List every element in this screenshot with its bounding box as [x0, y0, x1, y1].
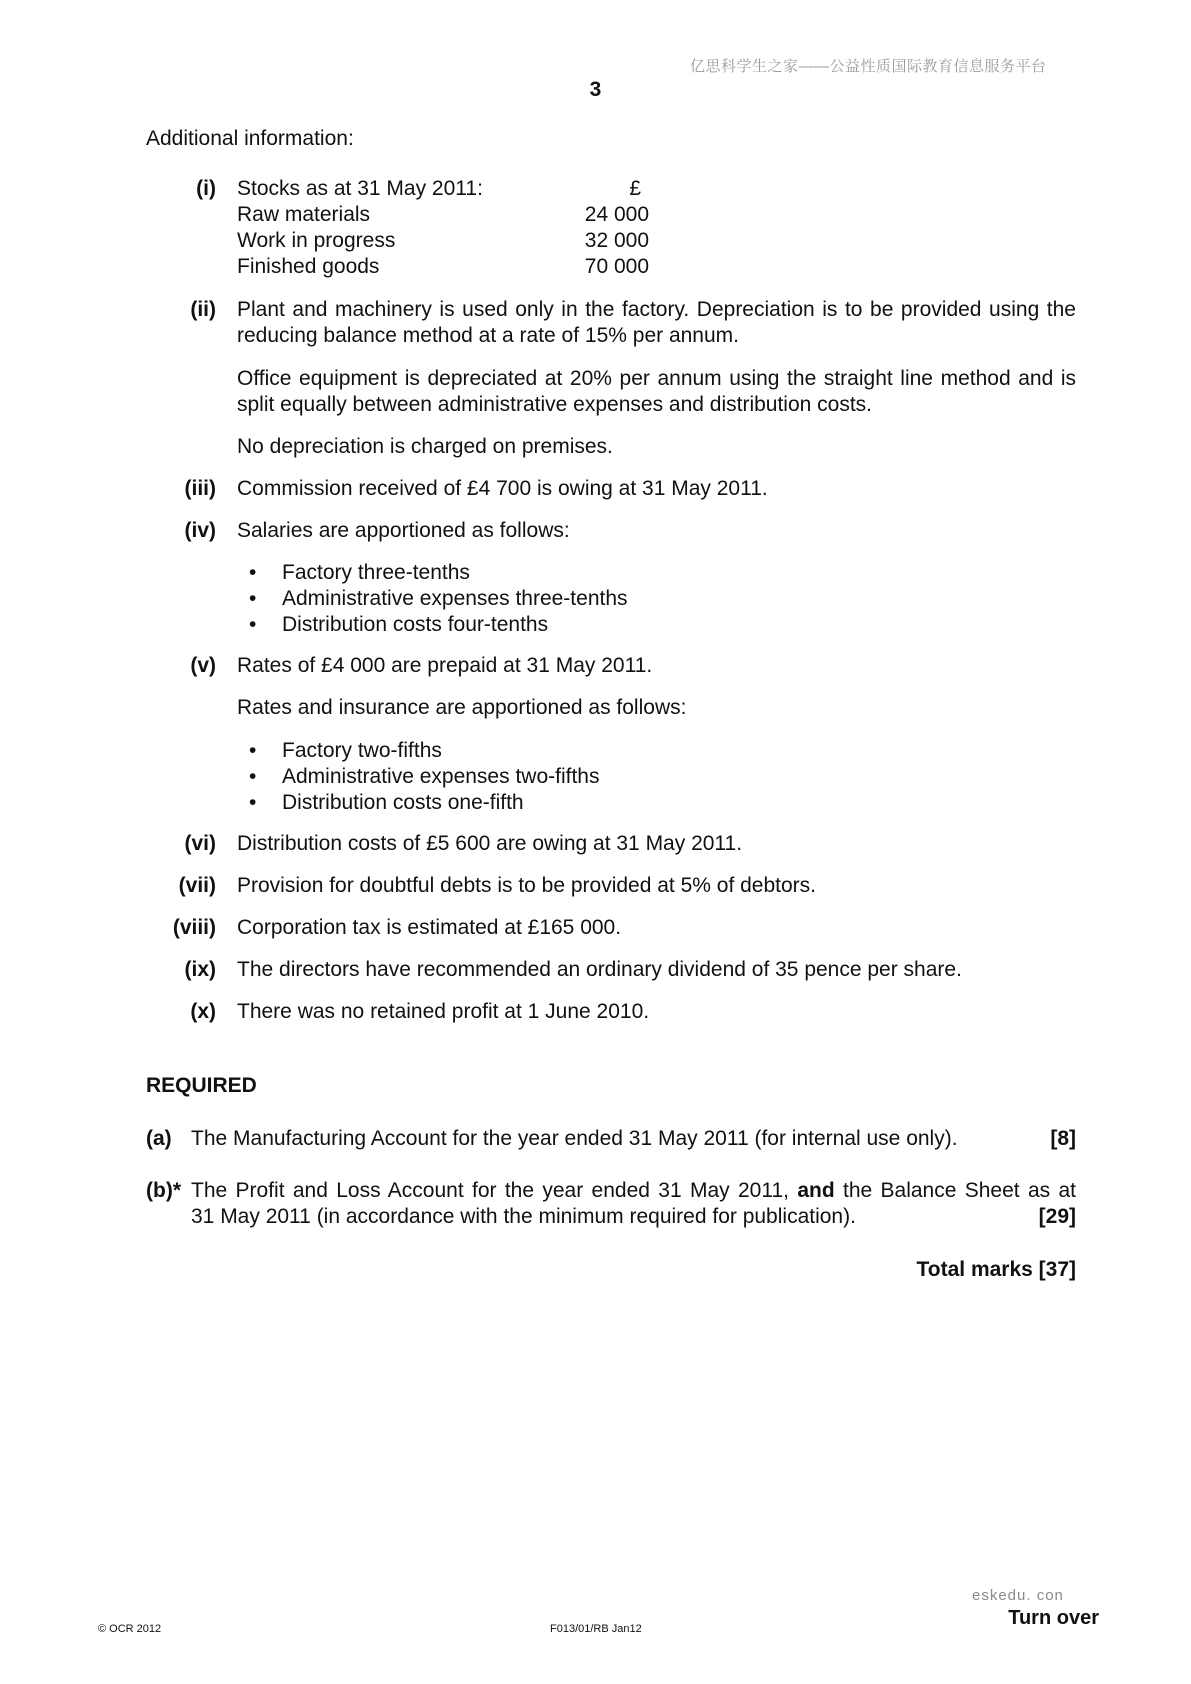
stock-value: 70 000: [584, 255, 649, 278]
watermark-bottom: eskedu. con: [972, 1587, 1064, 1604]
required-heading: REQUIRED: [146, 1074, 257, 1097]
question-text-part: the Balance Sheet as at: [834, 1179, 1076, 1202]
copyright: © OCR 2012: [98, 1623, 162, 1635]
stock-heading: Stocks as at 31 May 2011:: [237, 177, 483, 200]
bullet-text: Distribution costs one-fifth: [282, 791, 524, 814]
item-number: (vii): [178, 874, 216, 897]
item-text: Plant and machinery is used only in the factory. Depreciation is to be provided using the reducing balance method at a rate of 15% per annum.: [237, 298, 1076, 347]
item-number: (ix): [184, 958, 216, 981]
item-text: No depreciation is charged on premises.: [237, 435, 613, 458]
bullet: •: [249, 587, 257, 610]
question-text: The Manufacturing Account for the year ended 31 May 2011 (for internal use only).: [191, 1127, 958, 1150]
stock-table: [237, 176, 1076, 280]
list-item: [237, 560, 1076, 586]
bullet: •: [249, 613, 257, 636]
item-number: (iii): [184, 477, 216, 500]
item-text: Rates and insurance are apportioned as follows:: [237, 696, 687, 719]
item-text: Commission received of £4 700 is owing at 31 May 2011.: [237, 477, 768, 500]
paper-code: F013/01/RB Jan12: [550, 1623, 642, 1635]
total-marks: Total marks [37]: [916, 1258, 1076, 1281]
question-text-bold: and: [797, 1179, 835, 1202]
question-a: [146, 1126, 1076, 1152]
item-text: Distribution costs of £5 600 are owing at 31 May 2011.: [237, 832, 743, 855]
marks: [8]: [1050, 1127, 1076, 1150]
bullet: •: [249, 765, 257, 788]
stock-label: Raw materials: [237, 203, 371, 226]
item-number: (viii): [172, 916, 216, 939]
question-b: [146, 1178, 1076, 1230]
bullet-text: Administrative expenses three-tenths: [282, 587, 628, 610]
bullet: •: [249, 561, 257, 584]
list-item: [237, 790, 1076, 816]
item-text: Provision for doubtful debts is to be provided at 5% of debtors.: [237, 874, 817, 897]
item-text: There was no retained profit at 1 June 2010.: [237, 1000, 650, 1023]
question-text-line2: 31 May 2011 (in accordance with the minimum required for publication).: [191, 1205, 856, 1228]
turn-over: Turn over: [1008, 1607, 1099, 1629]
item-number: (x): [190, 1000, 216, 1023]
watermark-top: 亿思科学生之家——公益性质国际教育信息服务平台: [690, 58, 1047, 75]
item-text: Corporation tax is estimated at £165 000.: [237, 916, 622, 939]
intro-text: Additional information:: [146, 127, 354, 150]
list-item: [237, 586, 1076, 612]
stock-value: 24 000: [584, 203, 649, 226]
list-item: [237, 738, 1076, 764]
bullet-text: Factory three-tenths: [282, 561, 470, 584]
stock-row: [237, 254, 1076, 280]
bullet: •: [249, 791, 257, 814]
question-number: (a): [146, 1127, 172, 1150]
list-item: [237, 764, 1076, 790]
item-text: Rates of £4 000 are prepaid at 31 May 2011.: [237, 654, 653, 677]
question-text: [191, 1178, 1076, 1230]
question-text-part: The Profit and Loss Account for the year ended 31 May 2011,: [191, 1179, 798, 1202]
bullet-text: Factory two-fifths: [282, 739, 442, 762]
list-item: [237, 612, 1076, 638]
item-text: The directors have recommended an ordinary dividend of 35 pence per share.: [237, 958, 962, 981]
item-number: (v): [190, 654, 216, 677]
stock-label: Work in progress: [237, 229, 396, 252]
item-number: (iv): [184, 519, 216, 542]
page-number: 3: [589, 78, 602, 101]
marks: [29]: [1038, 1205, 1076, 1228]
stock-row: [237, 228, 1076, 254]
item-text: Office equipment is depreciated at 20% per annum using the straight line method and is split equally between administrative expenses and distribution costs.: [237, 367, 1076, 416]
question-number: (b)*: [146, 1179, 181, 1202]
stock-label: Finished goods: [237, 255, 380, 278]
item-number: (vi): [184, 832, 216, 855]
item-text: Salaries are apportioned as follows:: [237, 519, 570, 542]
currency-symbol: £: [629, 177, 641, 200]
item-number: (i): [196, 177, 216, 200]
bullet-text: Administrative expenses two-fifths: [282, 765, 600, 788]
stock-value: 32 000: [584, 229, 649, 252]
bullet-text: Distribution costs four-tenths: [282, 613, 549, 636]
item-number: (ii): [190, 298, 216, 321]
stock-row: [237, 202, 1076, 228]
bullet: •: [249, 739, 257, 762]
